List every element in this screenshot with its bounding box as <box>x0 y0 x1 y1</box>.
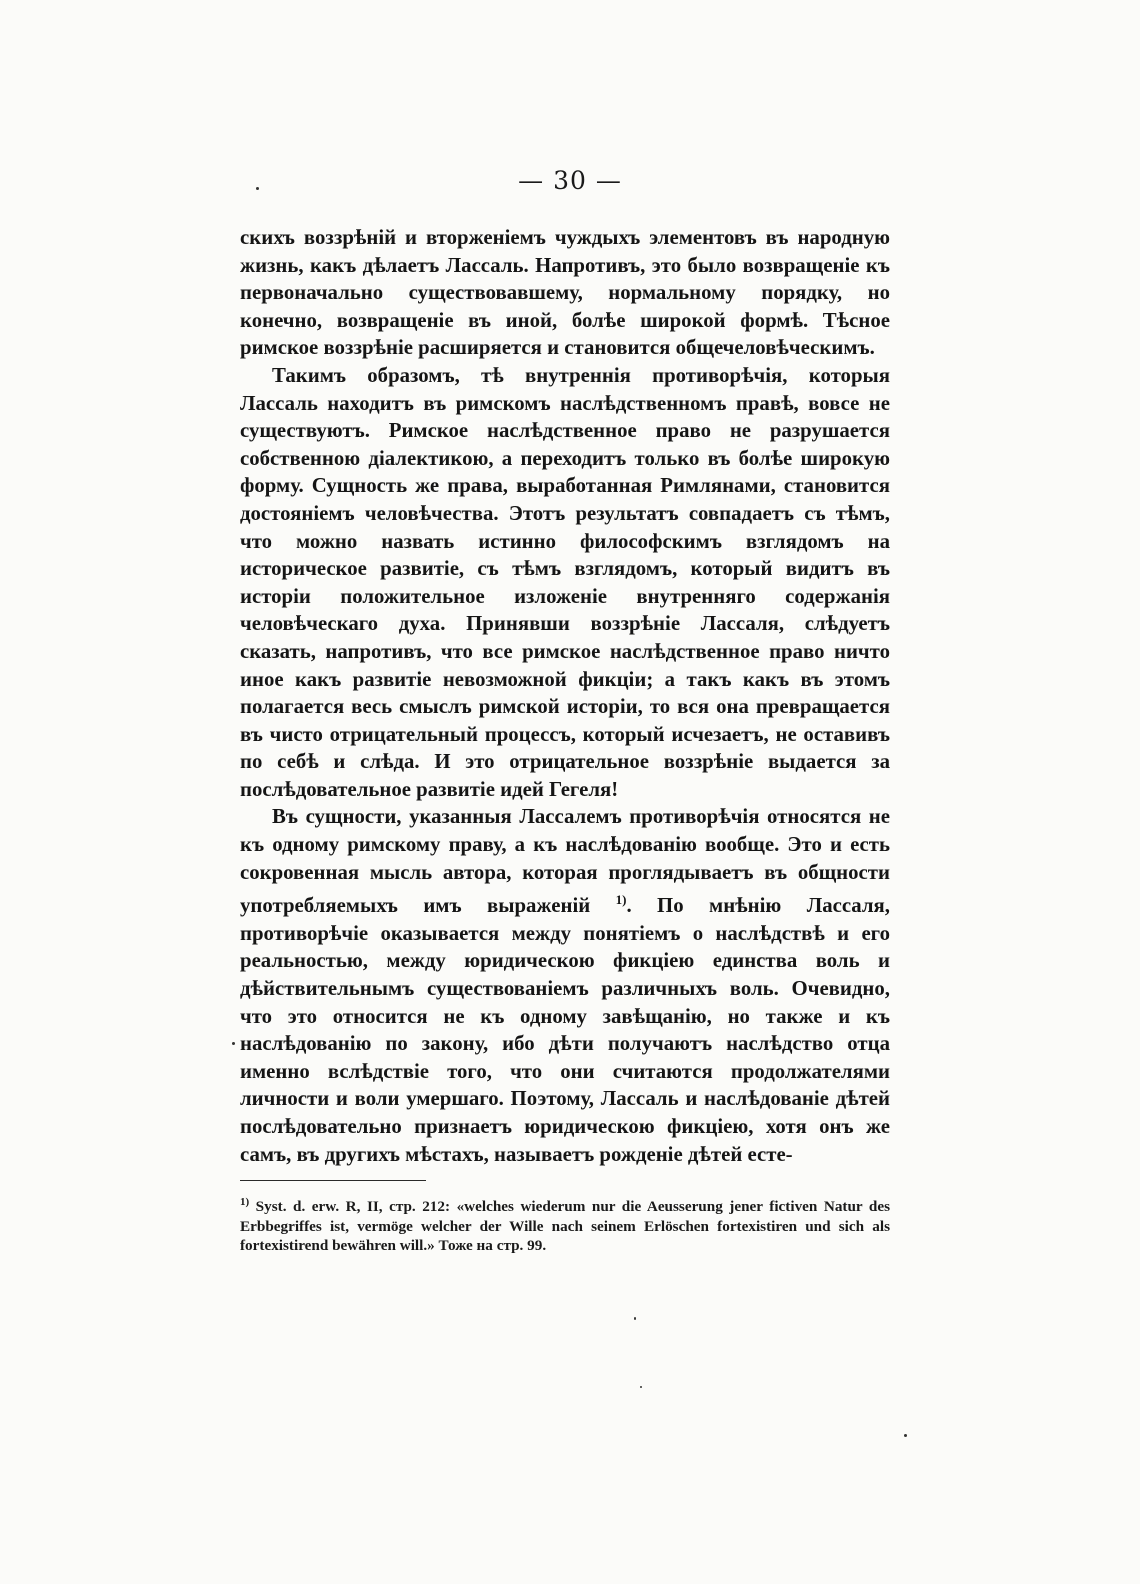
footnote-text: Syst. d. erw. R, II, стр. 212: «welches wiederum nur die Aeusserung jener fictiven Natur des Erbbegriffes ist, vermöge welcher der Wille nach seinem Erlöschen fortexistiren und sich als fortexistirend bewähren will.» Тоже на стр. 99. <box>240 1198 890 1255</box>
page-number: — 30 — <box>518 166 622 195</box>
paragraph-1: скихъ воззрѣній и вторженіемъ чуждыхъ элементовъ въ народную жизнь, какъ дѣлаетъ Лассаль. Напротивъ, это было возвращеніе къ первоначально существовавшему, нормальному порядку, но конечно, возвращеніе въ иной, болѣе широкой формѣ. Тѣсное римское воззрѣніе расширяется и становится общечеловѣческимъ. <box>240 226 890 360</box>
scan-speck <box>904 1434 907 1437</box>
paragraph-3 <box>240 803 890 1168</box>
footnote-reference[interactable]: 1) <box>615 892 627 908</box>
paragraph-3-text-before-ref: Въ сущности, указанныя Лассалемъ противорѣчія относятся не къ одному римскому праву, а къ наслѣдованію вообще. Это и есть сокровенная мысль автора, которая проглядываетъ въ общности употребляемыхъ имъ выраженій <box>240 805 890 918</box>
scan-speck <box>232 1042 235 1045</box>
footnote-marker: 1) <box>240 1195 250 1208</box>
footnote-divider <box>240 1180 426 1181</box>
scan-speck <box>634 1317 636 1320</box>
scan-speck <box>256 187 259 190</box>
footnote <box>240 1197 890 1256</box>
paragraph-2: Такимъ образомъ, тѣ внутреннія противорѣчія, которыя Лассаль находитъ въ римскомъ наслѣдственномъ правѣ, вовсе не существуютъ. Римское наслѣдственное право не разрушается собственною діалектикою, а переходитъ только въ болѣе широкую форму. Сущность же права, выработанная Римлянами, становится достояніемъ человѣчества. Этотъ результатъ совпадаетъ съ тѣмъ, что можно назвать истинно философскимъ взглядомъ на историческое развитіе, съ тѣмъ взглядомъ, который видитъ въ исторіи положительное изложеніе внутренняго содержанія человѣческаго духа. Принявши воззрѣніе Лассаля, слѣдуетъ сказать, напротивъ, что все римское наслѣдственное право ничто иное какъ развитіе невозможной фикціи; а такъ какъ въ этомъ полагается весь смыслъ римской исторіи, то вся она превращается въ чисто отрицательный процессъ, который исчезаетъ, не оставивъ по себѣ и слѣда. И это отрицательное воззрѣніе выдается за послѣдовательное развитіе идей Гегеля! <box>240 363 890 801</box>
scan-speck <box>640 1386 642 1388</box>
main-text <box>240 224 890 1168</box>
paragraph-3-text-after-ref: . По мнѣнію Лассаля, противорѣчіе оказывается между понятіемъ о наслѣдствѣ и его реальностью, между юридическою фикціею единства воль и дѣйствительнымъ существованіемъ различныхъ воль. Очевидно, что это относится не къ одному завѣщанію, но также и къ наслѣдованію по закону, ибо дѣти получаютъ наслѣдство отца именно вслѣдствіе того, что они считаются продолжателями личности и воли умершаго. Поэтому, Лассаль и наслѣдованіе дѣтей послѣдовательно признаетъ юридическою фикціею, хотя онъ же самъ, въ другихъ мѣстахъ, называетъ рожденіе дѣтей есте- <box>240 894 891 1166</box>
